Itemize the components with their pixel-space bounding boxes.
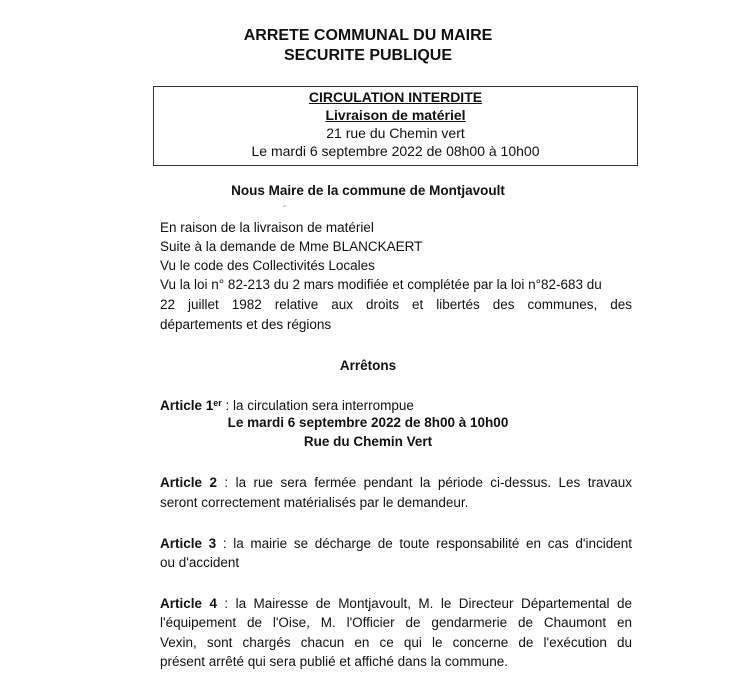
notice-box <box>153 86 638 166</box>
article-3-line: ou d'accident <box>160 555 240 570</box>
article-4-line: présent arrêté qui sera publié et affiché dans la commune. <box>160 654 508 669</box>
article-4 <box>160 595 632 613</box>
article-3-text: : la mairie se décharge de toute responsabilité en cas d'incident <box>216 536 632 551</box>
article-2 <box>160 474 632 492</box>
article-2-label: Article 2 <box>160 475 217 490</box>
article-3-label: Article 3 <box>160 536 217 551</box>
article-2-line: seront correctement matérialisés par le demandeur. <box>160 495 469 510</box>
consideration-line: 22 juillet 1982 relative aux droits et libertés des communes, des <box>160 297 632 312</box>
article-3 <box>160 535 632 553</box>
document-title: ARRETE COMMUNAL DU MAIRE <box>243 27 493 44</box>
intro-heading: Nous Maire de la commune de Montjavoult <box>231 183 505 198</box>
document-subtitle: SECURITE PUBLIQUE <box>283 47 452 64</box>
consideration-line: départements et des régions <box>160 317 332 332</box>
article-2-text: : la rue sera fermée pendant la période ci-dessus. Les travaux <box>216 475 632 490</box>
notice-subtitle: Livraison de matériel <box>325 107 466 123</box>
article-4-label: Article 4 <box>160 596 217 611</box>
article-1-sup: er <box>213 398 222 408</box>
consideration-line: Vu le code des Collectivités Locales <box>160 258 375 273</box>
article-4-line: l'équipement de l'Oise, M. l'Officier de gendarmerie de Chaumont en <box>160 615 632 630</box>
article-1-date: Le mardi 6 septembre 2022 de 8h00 à 10h00 <box>227 415 509 430</box>
notice-title: CIRCULATION INTERDITE <box>308 89 483 105</box>
consideration-line: Suite à la demande de Mme BLANCKAERT <box>160 239 423 254</box>
consideration-line: En raison de la livraison de matériel <box>160 220 374 235</box>
scan-mark: ˆ <box>283 205 287 216</box>
notice-address: 21 rue du Chemin vert <box>326 125 465 141</box>
article-1-text: : la circulation sera interrompue <box>221 398 414 413</box>
article-1-label: Article 1 <box>160 398 214 413</box>
article-1-street: Rue du Chemin Vert <box>303 434 433 449</box>
arretons-heading: Arrêtons <box>339 358 397 373</box>
article-4-text: : la Mairesse de Montjavoult, M. le Directeur Départemental de <box>216 596 632 611</box>
article-4-line: Vexin, sont chargés chacun en ce qui le concerne de l'exécution du <box>160 635 632 650</box>
article-1 <box>160 397 632 415</box>
notice-date: Le mardi 6 septembre 2022 de 08h00 à 10h00 <box>251 143 540 159</box>
consideration-line: Vu la loi n° 82-213 du 2 mars modifiée et complétée par la loi n°82-683 du <box>160 277 602 292</box>
